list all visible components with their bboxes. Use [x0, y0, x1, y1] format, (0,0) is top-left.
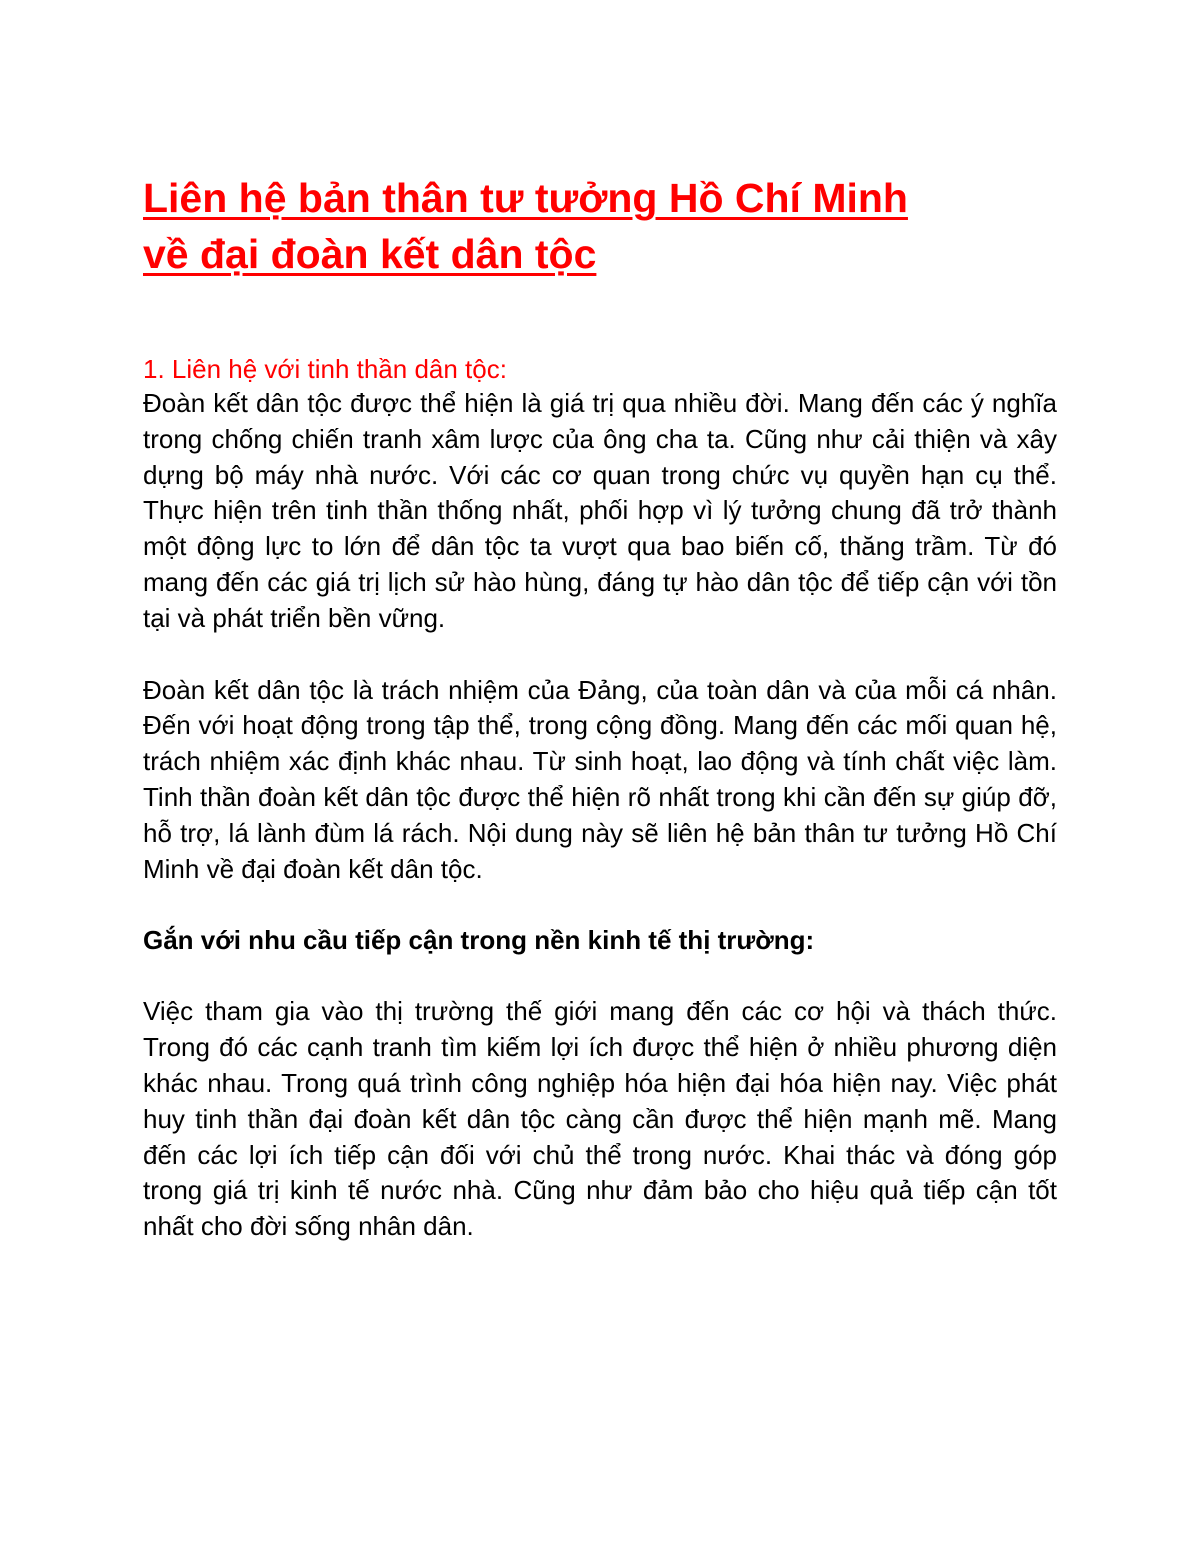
section-heading-1: 1. Liên hệ với tinh thần dân tộc:	[143, 354, 507, 384]
paragraph-3: Việc tham gia vào thị trường thế giới mang đến các cơ hội và thách thức. Trong đó các cạnh tranh tìm kiếm lợi ích được thể hiện ở nhiều phương diện khác nhau. Trong quá trình công nghiệp hóa hiện đại hóa hiện nay. Việc phát huy tinh thần đại đoàn kết dân tộc càng cần được thể hiện mạnh mẽ. Mang đến các lợi ích tiếp cận đối với chủ thể trong nước. Khai thác và đóng góp trong giá trị kinh tế nước nhà. Cũng như đảm bảo cho hiệu quả tiếp cận tốt nhất cho đời sống nhân dân.	[143, 996, 1057, 1242]
bold-subheading: Gắn với nhu cầu tiếp cận trong nền kinh tế thị trường:	[143, 925, 815, 956]
paragraph-2: Đoàn kết dân tộc là trách nhiệm của Đảng, của toàn dân và của mỗi cá nhân. Đến với hoạt động trong tập thể, trong cộng đồng. Mang đến các mối quan hệ, trách nhiệm xác định khác nhau. Từ sinh hoạt, lao động và tính chất việc làm. Tinh thần đoàn kết dân tộc được thể hiện rõ nhất trong khi cần đến sự giúp đỡ, hỗ trợ, lá lành đùm lá rách. Nội dung này sẽ liên hệ bản thân tư tưởng Hồ Chí Minh về đại đoàn kết dân tộc.	[143, 674, 1057, 884]
title-line-2: về đại đoàn kết dân tộc	[143, 231, 597, 277]
paragraph-1: Đoàn kết dân tộc được thể hiện là giá trị qua nhiều đời. Mang đến các ý nghĩa trong chống chiến tranh xâm lược của ông cha ta. Cũng như cải thiện và xây dựng bộ máy nhà nước. Với các cơ quan trong chức vụ quyền hạn cụ thể. Thực hiện trên tinh thần thống nhất, phối hợp vì lý tưởng chung đã trở thành một động lực to lớn để dân tộc ta vượt qua bao biến cố, thăng trầm. Từ đó mang đến các giá trị lịch sử hào hùng, đáng tự hào dân tộc để tiếp cận với tồn tại và phát triển bền vững.	[143, 388, 1057, 633]
document-title	[143, 170, 1057, 282]
title-line-1: Liên hệ bản thân tư tưởng Hồ Chí Minh	[143, 175, 908, 221]
document-page	[143, 170, 1057, 1245]
